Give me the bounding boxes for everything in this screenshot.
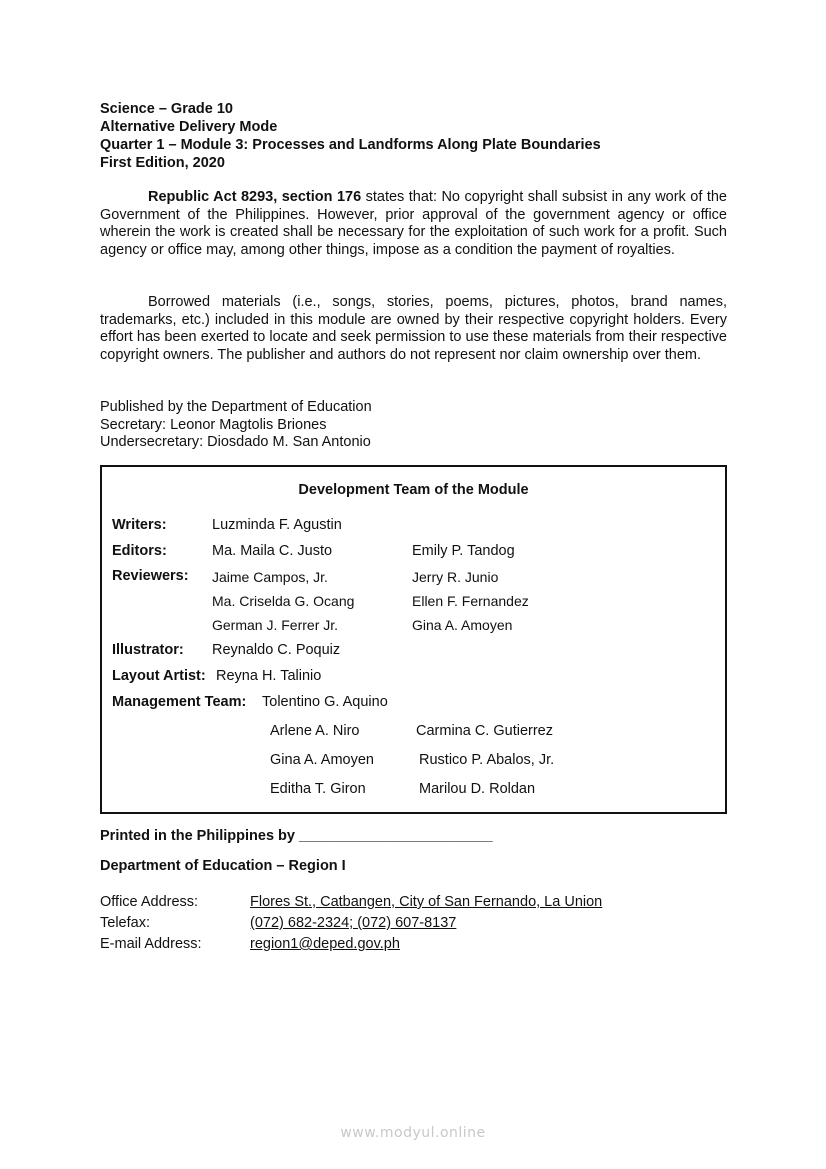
office-address-value[interactable]: Flores St., Catbangen, City of San Fernando, La Union bbox=[250, 894, 603, 910]
office-address-label: Office Address: bbox=[100, 894, 199, 910]
layout-artist-label: Layout Artist: bbox=[112, 668, 206, 684]
undersecretary: Undersecretary: Diosdado M. San Antonio bbox=[100, 434, 371, 451]
watermark: www.modyul.online bbox=[340, 1125, 486, 1141]
reviewer-name: Jaime Campos, Jr. bbox=[212, 569, 328, 585]
management-member: Editha T. Giron bbox=[270, 781, 366, 797]
reviewer-name: Jerry R. Junio bbox=[412, 569, 499, 585]
copyright-text: states that: No copyright shall subsist in any work of the Government of the Philippines. However, prior approval of the government agency or office wherein the work is created shall be necessary for the exploitation of such work for a profit. Such agency or office may, among other things, impose as a condition the payment of royalties. bbox=[100, 189, 727, 258]
illustrator-name: Reynaldo C. Poquiz bbox=[212, 642, 341, 658]
illustrator-label: Illustrator: bbox=[112, 642, 184, 658]
telefax-value[interactable]: (072) 682-2324; (072) 607-8137 bbox=[250, 915, 457, 931]
writers-label: Writers: bbox=[112, 517, 167, 533]
module-title: Quarter 1 – Module 3: Processes and Landforms Along Plate Boundaries bbox=[100, 137, 601, 153]
borrowed-materials-paragraph bbox=[100, 294, 727, 364]
reviewer-name: German J. Ferrer Jr. bbox=[212, 617, 339, 633]
email-label: E-mail Address: bbox=[100, 936, 202, 952]
subject-grade: Science – Grade 10 bbox=[100, 101, 233, 117]
editors-label: Editors: bbox=[112, 543, 167, 559]
copyright-law-reference: Republic Act 8293, section 176 bbox=[148, 189, 362, 205]
published-by: Published by the Department of Education bbox=[100, 399, 372, 415]
layout-artist-name: Reyna H. Talinio bbox=[216, 668, 322, 684]
reviewer-name: Ma. Criselda G. Ocang bbox=[212, 593, 355, 609]
copyright-paragraph bbox=[100, 189, 727, 259]
publisher-info bbox=[100, 399, 372, 452]
email-link[interactable]: region1@deped.gov.ph bbox=[250, 936, 400, 952]
writer-name: Luzminda F. Agustin bbox=[212, 517, 342, 533]
secretary: Secretary: Leonor Magtolis Briones bbox=[100, 416, 327, 433]
delivery-mode: Alternative Delivery Mode bbox=[100, 119, 278, 135]
title-block bbox=[100, 100, 601, 172]
editor-name: Emily P. Tandog bbox=[412, 543, 515, 559]
management-member: Rustico P. Abalos, Jr. bbox=[419, 752, 555, 768]
borrowed-text: Borrowed materials (i.e., songs, stories, poems, pictures, photos, brand names, trademarks, etc.) included in this module are owned by their respective copyright holders. Every effort has been exerted to locate and seek permission to use these materials from their respective copyright owners. The publisher and authors do not represent nor claim ownership over them. bbox=[100, 294, 727, 363]
team-title: Development Team of the Module bbox=[298, 482, 529, 498]
management-member: Tolentino G. Aquino bbox=[262, 694, 388, 710]
reviewers-label: Reviewers: bbox=[112, 568, 189, 584]
reviewer-name: Gina A. Amoyen bbox=[412, 617, 513, 633]
editor-name: Ma. Maila C. Justo bbox=[212, 543, 333, 559]
management-member: Arlene A. Niro bbox=[270, 723, 360, 739]
development-team-box bbox=[100, 465, 727, 814]
management-member: Carmina C. Gutierrez bbox=[416, 723, 553, 739]
management-member: Marilou D. Roldan bbox=[419, 781, 536, 797]
printed-by: Printed in the Philippines by ________________________ bbox=[100, 828, 493, 844]
telefax-label: Telefax: bbox=[100, 915, 150, 931]
management-team-label: Management Team: bbox=[112, 694, 247, 710]
edition: First Edition, 2020 bbox=[100, 155, 225, 171]
reviewer-name: Ellen F. Fernandez bbox=[412, 593, 529, 609]
region-heading: Department of Education – Region I bbox=[100, 858, 346, 874]
management-member: Gina A. Amoyen bbox=[270, 752, 374, 768]
